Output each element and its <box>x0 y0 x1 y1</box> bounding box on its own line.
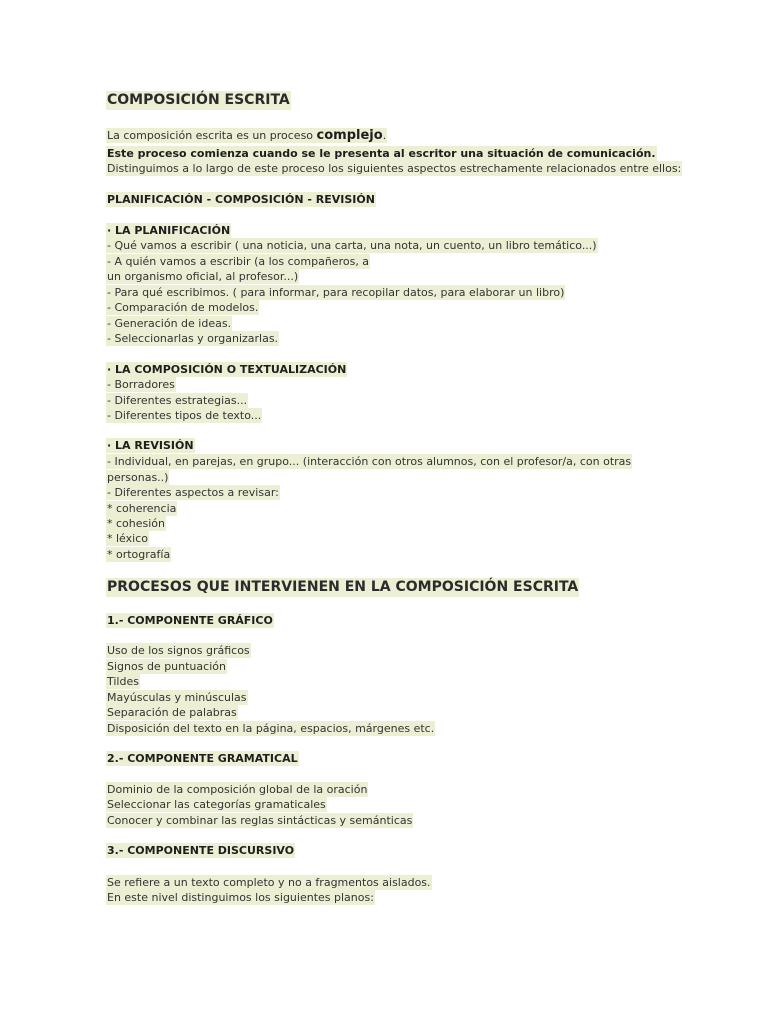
grafico-line: Separación de palabras <box>107 706 237 719</box>
intro-emphasis: complejo <box>316 128 383 143</box>
intro-line-1 <box>106 128 387 143</box>
gramatical-line: Dominio de la composición global de la oración <box>107 783 368 796</box>
revision-line: * coherencia <box>107 502 177 515</box>
grafico-line: Mayúsculas y minúsculas <box>107 691 247 704</box>
composicion-line: - Diferentes tipos de texto... <box>107 409 262 422</box>
gramatical-line: Conocer y combinar las reglas sintácticas y semánticas <box>107 814 413 827</box>
discursivo-line: En este nivel distinguimos los siguientes planos: <box>107 891 374 904</box>
planificacion-line: - Qué vamos a escribir ( una noticia, una carta, una nota, un cuento, un libro temático...) <box>107 239 597 252</box>
revision-line: * ortografía <box>107 548 171 561</box>
page-title: COMPOSICIÓN ESCRITA <box>107 92 290 108</box>
intro-line-2: Este proceso comienza cuando se le presenta al escritor una situación de comunicación. <box>107 147 656 160</box>
planificacion-heading: · LA PLANIFICACIÓN <box>107 224 231 237</box>
intro-line-3: Distinguimos a lo largo de este proceso los siguientes aspectos estrechamente relacionados entre ellos: <box>107 162 682 175</box>
planificacion-line: - Generación de ideas. <box>107 317 232 330</box>
intro-line-1-text: La composición escrita es un proceso <box>107 129 317 142</box>
revision-line: * léxico <box>107 532 148 545</box>
discursivo-heading: 3.- COMPONENTE DISCURSIVO <box>107 844 295 857</box>
revision-line: - Diferentes aspectos a revisar: <box>107 486 279 499</box>
procesos-title: PROCESOS QUE INTERVIENEN EN LA COMPOSICIÓN ESCRITA <box>107 579 579 595</box>
gramatical-line: Seleccionar las categorías gramaticales <box>107 798 326 811</box>
planificacion-line: - A quién vamos a escribir (a los compañeros, a <box>107 255 370 268</box>
gramatical-heading: 2.- COMPONENTE GRAMATICAL <box>107 752 298 765</box>
revision-line: personas..) <box>107 471 169 484</box>
revision-line: * cohesión <box>107 517 166 530</box>
grafico-line: Signos de puntuación <box>107 660 226 673</box>
grafico-line: Uso de los signos gráficos <box>107 644 250 657</box>
planificacion-line: - Seleccionarlas y organizarlas. <box>107 332 279 345</box>
grafico-line: Disposición del texto en la página, espacios, márgenes etc. <box>107 722 435 735</box>
grafico-heading: 1.- COMPONENTE GRÁFICO <box>107 614 273 627</box>
planificacion-line: - Comparación de modelos. <box>107 301 259 314</box>
revision-heading: · LA REVISIÓN <box>107 439 194 452</box>
intro-line-1-suffix: . <box>382 129 387 142</box>
composicion-heading: · LA COMPOSICIÓN O TEXTUALIZACIÓN <box>107 363 347 376</box>
composicion-line: - Diferentes estrategias... <box>107 394 248 407</box>
grafico-line: Tildes <box>107 675 139 688</box>
revision-line: - Individual, en parejas, en grupo... (interacción con otros alumnos, con el profesor/a, con otras <box>107 455 632 468</box>
planificacion-line: un organismo oficial, al profesor...) <box>107 270 299 283</box>
composicion-line: - Borradores <box>107 378 175 391</box>
phases-heading: PLANIFICACIÓN - COMPOSICIÓN - REVISIÓN <box>107 193 375 206</box>
discursivo-line: Se refiere a un texto completo y no a fragmentos aislados. <box>107 876 431 889</box>
planificacion-line: - Para qué escribimos. ( para informar, para recopilar datos, para elaborar un libro) <box>107 286 565 299</box>
